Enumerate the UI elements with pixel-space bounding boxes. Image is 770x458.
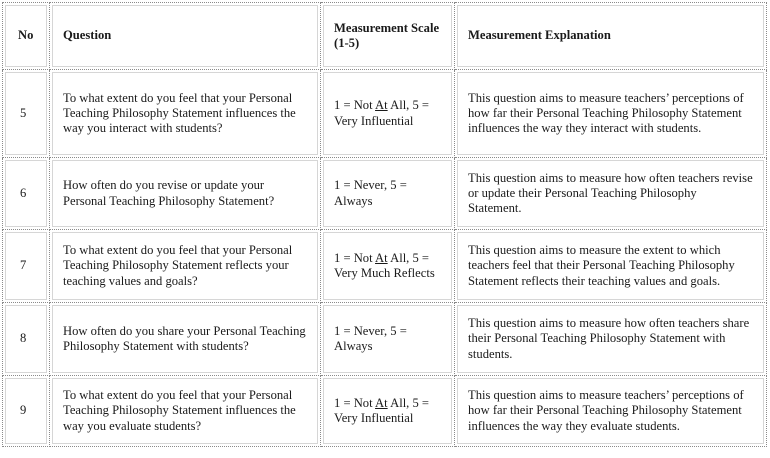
scale-suffix: All, 5 = Very Influential xyxy=(334,395,430,425)
table-row xyxy=(3,230,767,303)
question-cell xyxy=(50,376,321,447)
row-number: 8 xyxy=(20,331,27,346)
row-number-cell xyxy=(3,230,50,303)
scale-text xyxy=(334,396,441,426)
header-scale xyxy=(321,3,455,70)
explanation-cell xyxy=(455,303,767,376)
row-number-cell xyxy=(3,303,50,376)
scale-underlined: At xyxy=(375,98,388,113)
survey-table xyxy=(2,2,767,447)
explanation-text: This question aims to measure teachers’ perceptions of how far their Personal Teaching Philosophy Statement influences the way they evaluate students. xyxy=(468,388,744,433)
question-cell xyxy=(50,158,321,230)
scale-text xyxy=(334,178,441,208)
scale-cell xyxy=(321,70,455,158)
row-number-cell xyxy=(3,158,50,230)
explanation-cell xyxy=(455,376,767,447)
header-question xyxy=(50,3,321,70)
scale-text xyxy=(334,251,441,281)
table-row xyxy=(3,70,767,158)
row-number: 9 xyxy=(20,403,27,418)
explanation-cell xyxy=(455,70,767,158)
question-cell xyxy=(50,70,321,158)
table-row xyxy=(3,158,767,230)
header-question-label: Question xyxy=(63,28,112,43)
table-row xyxy=(3,303,767,376)
scale-suffix: All, 5 = Very Influential xyxy=(334,98,430,128)
scale-prefix: 1 = Not xyxy=(334,98,376,113)
question-text: To what extent do you feel that your Personal Teaching Philosophy Statement reflects your teaching values and goals? xyxy=(63,243,293,288)
table-header-row xyxy=(3,3,767,70)
question-text: How often do you share your Personal Teaching Philosophy Statement with students? xyxy=(63,323,306,353)
explanation-cell xyxy=(455,158,767,230)
scale-prefix: 1 = Never, 5 = Always xyxy=(334,178,407,208)
question-text: To what extent do you feel that your Personal Teaching Philosophy Statement influences the way you evaluate students? xyxy=(63,388,296,433)
scale-prefix: 1 = Not xyxy=(334,250,376,265)
question-text: To what extent do you feel that your Personal Teaching Philosophy Statement influences the way you interact with students? xyxy=(63,90,296,136)
question-cell xyxy=(50,230,321,303)
scale-text xyxy=(334,324,441,354)
scale-prefix: 1 = Not xyxy=(334,395,376,410)
row-number: 5 xyxy=(20,105,27,120)
row-number: 7 xyxy=(20,258,27,273)
scale-text xyxy=(334,98,441,128)
header-explanation xyxy=(455,3,767,70)
scale-underlined: At xyxy=(375,250,388,265)
explanation-cell xyxy=(455,230,767,303)
question-cell xyxy=(50,303,321,376)
scale-suffix: All, 5 = Very Much Reflects xyxy=(334,250,435,280)
row-number-cell xyxy=(3,70,50,158)
scale-cell xyxy=(321,303,455,376)
scale-underlined: At xyxy=(375,395,388,410)
header-no xyxy=(3,3,50,70)
header-no-label: No xyxy=(18,28,34,43)
explanation-text: This question aims to measure how often teachers share their Personal Teaching Philosophy Statement with students. xyxy=(468,316,750,361)
scale-cell xyxy=(321,158,455,230)
header-scale-label: Measurement Scale (1-5) xyxy=(334,20,440,50)
scale-cell xyxy=(321,376,455,447)
table-row xyxy=(3,376,767,447)
header-explanation-label: Measurement Explanation xyxy=(468,28,611,43)
scale-prefix: 1 = Never, 5 = Always xyxy=(334,323,407,353)
explanation-text: This question aims to measure how often teachers revise or update their Personal Teaching Philosophy Statement. xyxy=(468,170,753,216)
row-number: 6 xyxy=(20,185,27,200)
explanation-text: This question aims to measure the extent to which teachers feel that their Personal Teaching Philosophy Statement reflects their teaching values and goals. xyxy=(468,243,735,288)
question-text: How often do you revise or update your Personal Teaching Philosophy Statement? xyxy=(63,178,275,208)
row-number-cell xyxy=(3,376,50,447)
scale-cell xyxy=(321,230,455,303)
explanation-text: This question aims to measure teachers’ perceptions of how far their Personal Teaching Philosophy Statement influences the way they interact with students. xyxy=(468,90,744,136)
